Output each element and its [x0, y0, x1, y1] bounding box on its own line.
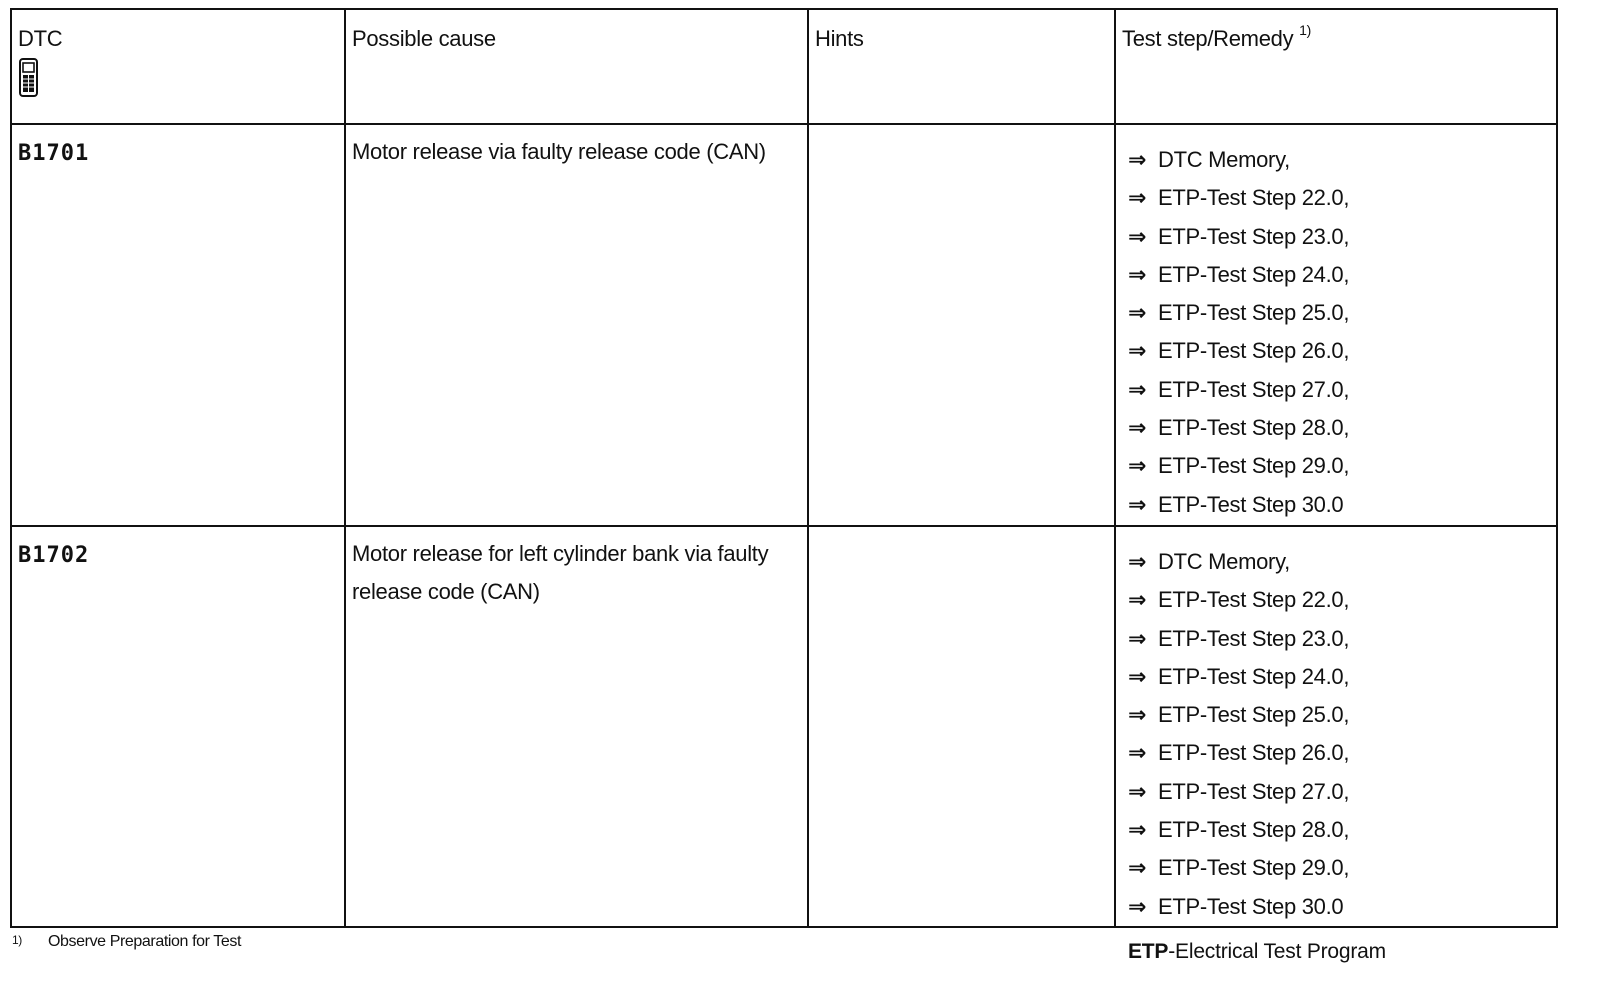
right-double-arrow-icon: ⇒ — [1128, 663, 1147, 689]
remedy-step[interactable] — [1128, 543, 1550, 581]
remedy-step-label: ETP-Test Step 26.0, — [1158, 338, 1350, 364]
remedy-step[interactable] — [1128, 581, 1550, 619]
remedy-step[interactable] — [1128, 658, 1550, 696]
remedy-step-label: ETP-Test Step 22.0, — [1158, 185, 1350, 211]
remedy-step[interactable] — [1128, 486, 1550, 524]
remedy-step-label: ETP-Test Step 27.0, — [1158, 376, 1350, 402]
right-double-arrow-icon: ⇒ — [1128, 453, 1147, 479]
right-double-arrow-icon: ⇒ — [1128, 223, 1147, 249]
table-row — [12, 124, 1556, 526]
legend-abbr: ETP — [1128, 940, 1169, 963]
remedy-step[interactable] — [1128, 447, 1550, 485]
remedy-step-label: ETP-Test Step 24.0, — [1158, 663, 1350, 689]
header-hints-label: Hints — [815, 26, 864, 51]
hand-held-tester-icon — [18, 58, 40, 98]
right-double-arrow-icon: ⇒ — [1128, 855, 1147, 881]
hints-cell — [808, 124, 1115, 526]
remedy-step[interactable] — [1128, 179, 1550, 217]
remedy-step[interactable] — [1128, 409, 1550, 447]
hints-cell — [808, 526, 1115, 926]
header-possible-cause — [345, 10, 808, 124]
footnote-text: Observe Preparation for Test — [48, 933, 242, 950]
remedy-step[interactable] — [1128, 256, 1550, 294]
remedy-step-label: ETP-Test Step 29.0, — [1158, 453, 1350, 479]
dtc-table-sheet — [10, 8, 1558, 928]
right-double-arrow-icon: ⇒ — [1128, 893, 1147, 919]
remedy-step-label: ETP-Test Step 29.0, — [1158, 855, 1350, 881]
table-row — [12, 526, 1556, 926]
abbreviation-legend — [1128, 940, 1386, 964]
header-remedy-footnote-mark: 1) — [1299, 22, 1311, 38]
remedy-steps-list — [1128, 543, 1550, 926]
header-cause-label: Possible cause — [352, 26, 496, 51]
remedy-step-label: ETP-Test Step 22.0, — [1158, 587, 1350, 613]
remedy-step[interactable] — [1128, 620, 1550, 658]
remedy-step-label: ETP-Test Step 30.0 — [1158, 893, 1344, 919]
right-double-arrow-icon: ⇒ — [1128, 702, 1147, 728]
remedy-cell — [1115, 124, 1556, 526]
remedy-step[interactable] — [1128, 141, 1550, 179]
dtc-table — [12, 10, 1556, 926]
footnote — [12, 933, 241, 951]
remedy-step[interactable] — [1128, 773, 1550, 811]
right-double-arrow-icon: ⇒ — [1128, 376, 1147, 402]
remedy-step-label: ETP-Test Step 24.0, — [1158, 261, 1350, 287]
remedy-step[interactable] — [1128, 218, 1550, 256]
right-double-arrow-icon: ⇒ — [1128, 338, 1147, 364]
dtc-code: B1702 — [18, 543, 90, 568]
remedy-cell — [1115, 526, 1556, 926]
right-double-arrow-icon: ⇒ — [1128, 300, 1147, 326]
remedy-step-label: ETP-Test Step 28.0, — [1158, 817, 1350, 843]
remedy-step[interactable] — [1128, 371, 1550, 409]
remedy-step-label: DTC Memory, — [1158, 147, 1290, 172]
right-double-arrow-icon: ⇒ — [1128, 261, 1147, 287]
right-double-arrow-icon: ⇒ — [1128, 147, 1147, 172]
header-dtc-label: DTC — [18, 26, 63, 51]
right-double-arrow-icon: ⇒ — [1128, 817, 1147, 843]
cause-text: Motor release via faulty release code (CAN) — [352, 139, 766, 164]
dtc-code: B1701 — [18, 141, 90, 166]
right-double-arrow-icon: ⇒ — [1128, 415, 1147, 441]
remedy-step-label: ETP-Test Step 28.0, — [1158, 415, 1350, 441]
legend-text: -Electrical Test Program — [1168, 940, 1386, 963]
header-test-step-remedy — [1115, 10, 1556, 124]
cause-cell — [345, 124, 808, 526]
footnote-mark: 1) — [12, 933, 22, 947]
right-double-arrow-icon: ⇒ — [1128, 185, 1147, 211]
remedy-step-label: ETP-Test Step 27.0, — [1158, 778, 1350, 804]
header-remedy-label: Test step/Remedy — [1122, 26, 1294, 51]
remedy-step[interactable] — [1128, 332, 1550, 370]
remedy-step[interactable] — [1128, 811, 1550, 849]
header-hints — [808, 10, 1115, 124]
cause-text: Motor release for left cylinder bank via faulty release code (CAN) — [352, 541, 769, 604]
cause-cell — [345, 526, 808, 926]
right-double-arrow-icon: ⇒ — [1128, 740, 1147, 766]
remedy-step-label: ETP-Test Step 25.0, — [1158, 300, 1350, 326]
remedy-step[interactable] — [1128, 734, 1550, 772]
dtc-cell — [12, 124, 345, 526]
remedy-step-label: ETP-Test Step 30.0 — [1158, 491, 1344, 517]
remedy-step[interactable] — [1128, 696, 1550, 734]
remedy-step[interactable] — [1128, 849, 1550, 887]
right-double-arrow-icon: ⇒ — [1128, 625, 1147, 651]
remedy-step-label: ETP-Test Step 23.0, — [1158, 625, 1350, 651]
table-header-row — [12, 10, 1556, 124]
right-double-arrow-icon: ⇒ — [1128, 491, 1147, 517]
remedy-step[interactable] — [1128, 294, 1550, 332]
remedy-step-label: ETP-Test Step 23.0, — [1158, 223, 1350, 249]
right-double-arrow-icon: ⇒ — [1128, 778, 1147, 804]
right-double-arrow-icon: ⇒ — [1128, 549, 1147, 574]
right-double-arrow-icon: ⇒ — [1128, 587, 1147, 613]
remedy-step[interactable] — [1128, 888, 1550, 926]
remedy-step-label: ETP-Test Step 26.0, — [1158, 740, 1350, 766]
remedy-step-label: ETP-Test Step 25.0, — [1158, 702, 1350, 728]
dtc-cell — [12, 526, 345, 926]
header-dtc — [12, 10, 345, 124]
remedy-steps-list — [1128, 141, 1550, 524]
remedy-step-label: DTC Memory, — [1158, 549, 1290, 574]
